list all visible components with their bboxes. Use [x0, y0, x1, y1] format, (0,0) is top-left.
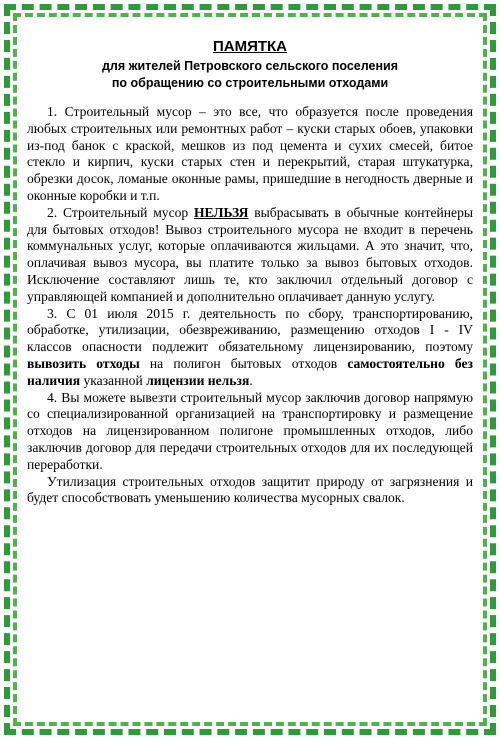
paragraph-3-end: .	[249, 372, 253, 388]
paragraph-3	[27, 306, 473, 390]
paragraph-2-post: выбрасывать в обычные контейнеры для бытовых отходов! Вывоз строительного мусора не входит в перечень коммунальных услуг, которые оплачиваются жильцами. А это значит, что, оплачивая вывоз мусора, вы платите только за вывоз бытовых отходов. Исключение составляют лишь те, кто заключил отдельный договор с управляющей компанией и дополнительно оплачивает данную услугу.	[27, 204, 474, 304]
paragraph-3-mid-2: указанной	[80, 372, 147, 388]
paragraph-5-text: Утилизация строительных отходов защитит природу от загрязнения и будет способствовать уменьшению количества мусорных свалок.	[27, 473, 473, 506]
paragraph-2-emphasis: НЕЛЬЗЯ	[193, 204, 249, 220]
page-title: ПАМЯТКА	[212, 38, 288, 55]
subtitle-line-1: для жителей Петровского сельского поселения	[101, 59, 399, 73]
paragraph-3-number: 3.	[47, 305, 58, 321]
paragraph-4-text: Вы можете вывезти строительный мусор заключив договор напрямую со специализированной организацией на транспортировку и размещение отходов на лицензированном полигоне промышленных отходов, либо заключив договор для передачи строительных отходов для их последующей переработки.	[27, 389, 473, 472]
paragraph-4-number: 4.	[47, 389, 58, 405]
paragraph-3-mid-1: на полигон бытовых отходов	[139, 355, 348, 371]
page-subtitle	[27, 58, 473, 92]
paragraph-2-number: 2.	[47, 204, 58, 220]
memo-content	[27, 38, 473, 507]
subtitle-line-2: по обращению со строительными отходами	[111, 76, 389, 90]
paragraph-2-pre: Строительный мусор	[62, 204, 189, 220]
paragraph-1-number: 1.	[47, 104, 58, 119]
paragraph-3-bold-2: самостоятельно без наличия	[27, 355, 474, 388]
paragraph-5	[27, 474, 473, 508]
paragraph-1-text: Строительный мусор – это все, что образуется после проведения любых строительных или ремонтных работ – куски старых обоев, упаковки из-под банок с краской, мешков из под цемента и сухих смесей, битое стекло и кирпич, куски старых стен и перекрытий, старая штукатурка, обрезки досок, ломаные оконные рамы, пришедшие в негодность дверные и оконные коробки и т.п.	[27, 104, 473, 203]
paragraph-1	[27, 104, 473, 205]
paragraph-4	[27, 390, 473, 474]
paragraph-3-bold-1: вывозить отходы	[27, 355, 140, 371]
paragraph-3-bold-3: лицензии нельзя	[146, 372, 250, 388]
paragraph-2	[27, 205, 473, 306]
paragraph-3-pre: С 01 июля 2015 г. деятельность по сбору, транспортированию, обработке, утилизации, обезвреживанию, размещению отходов I - IV классов опасности подлежит обязательному лицензированию, поэтому	[27, 305, 473, 355]
